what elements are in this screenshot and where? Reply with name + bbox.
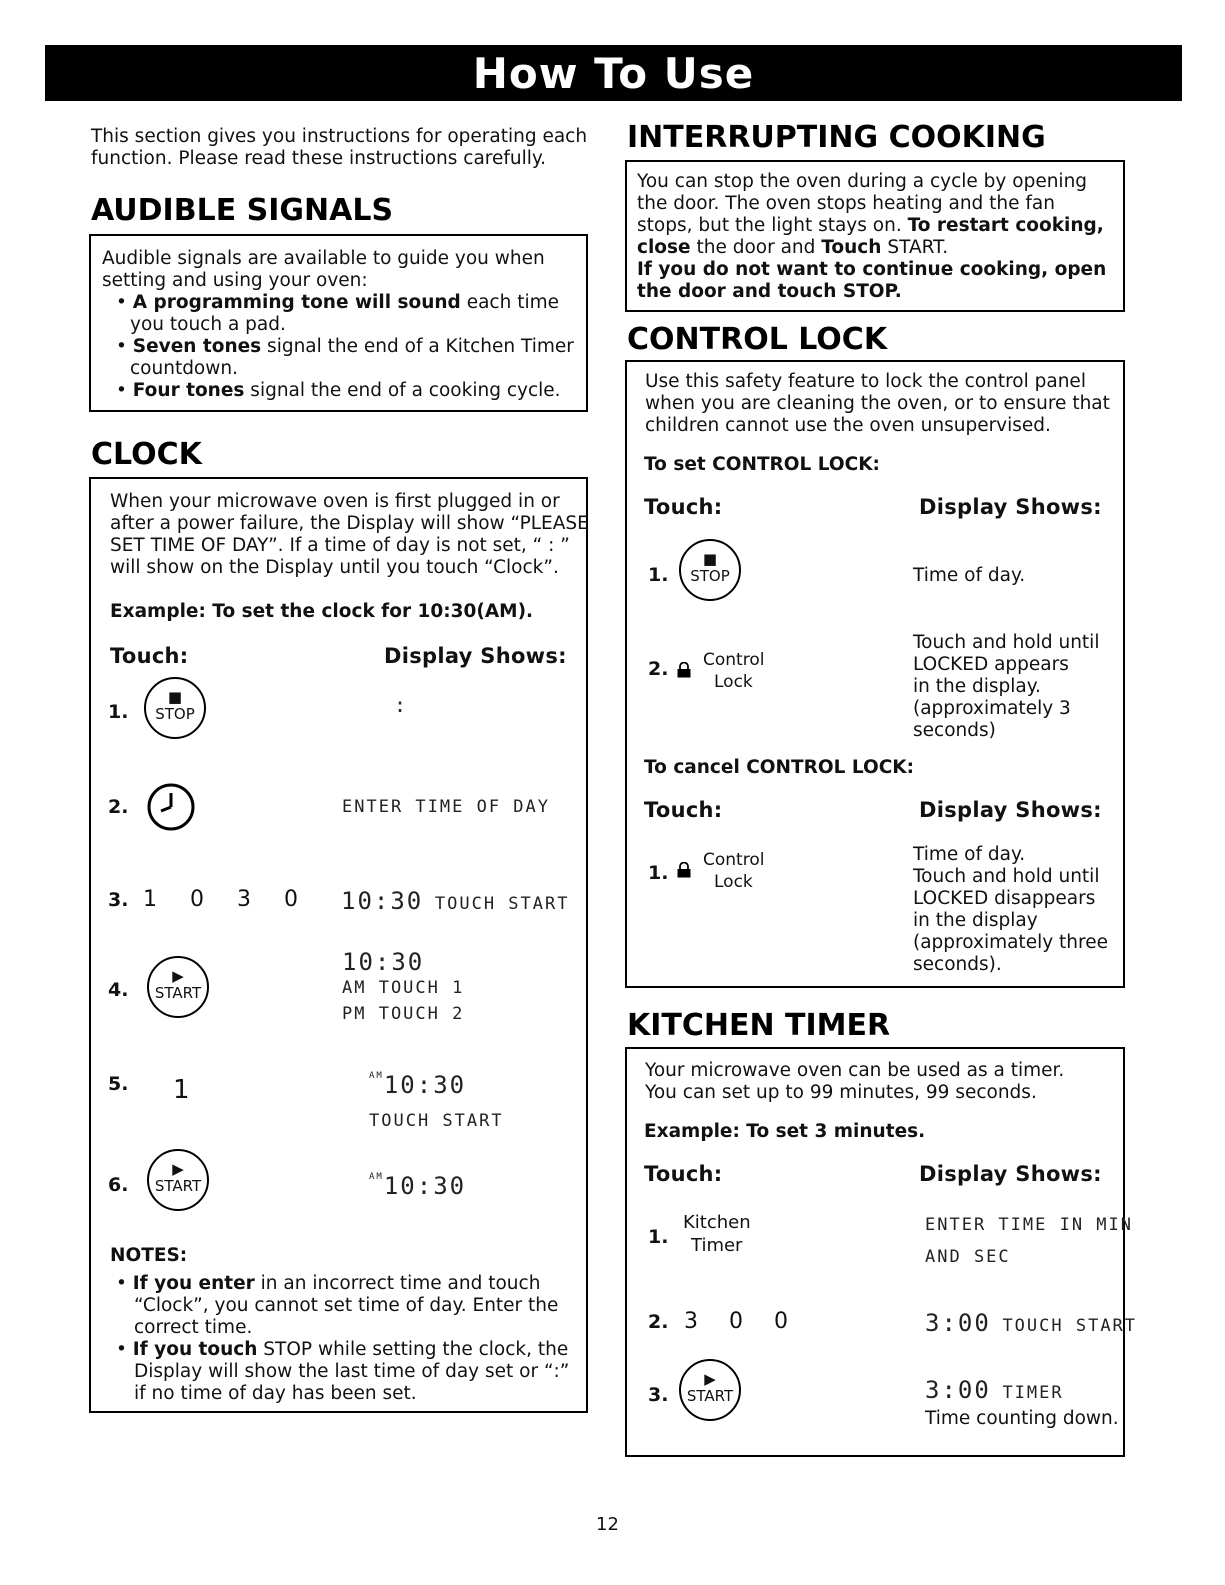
control-stop-button[interactable] [679, 539, 741, 601]
intro-line-1: This section gives you instructions for operating each [91, 126, 588, 147]
clock-display-4: 10:30 AM TOUCH 1 PM TOUCH 2 [342, 948, 465, 1024]
clock-step-5-number: 5. [108, 1073, 129, 1095]
clock-display-header: Display Shows: [384, 644, 567, 668]
control-set-heading: To set CONTROL LOCK: [644, 454, 880, 475]
clock-display-6: $^{AM}$10:30 [369, 1172, 467, 1200]
clock-step-1-number: 1. [108, 701, 129, 723]
timer-step-2-digits: 3 0 0 [684, 1309, 788, 1334]
control-touch-header-2: Touch: [644, 798, 723, 822]
control-lock-label-lock: Lock [714, 872, 753, 892]
start-button[interactable] [147, 956, 209, 1018]
control-intro-3: children cannot use the oven unsupervised. [645, 415, 1051, 436]
control-lock-box [625, 360, 1125, 988]
clock-intro-4: will show on the Display until you touch “Clock”. [110, 557, 559, 578]
interrupt-line-6: the door and touch STOP. [637, 281, 902, 302]
clock-display-3: 10:30 TOUCH START [341, 887, 570, 915]
audible-bullet-1: • A programming tone will sound each time [116, 292, 559, 313]
timer-touch-header: Touch: [644, 1162, 723, 1186]
interrupting-cooking-title: INTERRUPTING COOKING [627, 120, 1046, 155]
control-lock-label-lock: Lock [714, 672, 753, 692]
interrupt-line-2: the door. The oven stops heating and the fan [637, 193, 1055, 214]
clock-pad-button[interactable] [146, 782, 196, 832]
clock-icon [146, 782, 196, 832]
clock-step-4-number: 4. [108, 979, 129, 1001]
clock-intro-3: SET TIME OF DAY”. If a time of day is not set, “ : ” [110, 535, 570, 556]
timer-step-1-number: 1. [648, 1226, 669, 1248]
stop-label: STOP [155, 705, 195, 723]
control-intro-1: Use this safety feature to lock the control panel [645, 371, 1086, 392]
page-number: 12 [596, 1514, 619, 1535]
intro-line-2: function. Please read these instructions carefully. [91, 148, 547, 169]
control-display-2: Touch and hold until LOCKED appears in the display. (approximately 3 seconds) [913, 632, 1100, 741]
clock-step-6-number: 6. [108, 1174, 129, 1196]
control-step-2-number: 2. [648, 658, 669, 680]
kitchen-timer-box [625, 1047, 1138, 1457]
timer-display-1: ENTER TIME IN MIN [925, 1215, 1133, 1235]
clock-display-5b: TOUCH START [369, 1111, 504, 1131]
clock-display-1: : [394, 693, 409, 717]
control-display-1: Time of day. [913, 565, 1026, 586]
interrupt-line-1: You can stop the oven during a cycle by opening [637, 171, 1088, 192]
control-display-header: Display Shows: [919, 495, 1102, 519]
timer-example: Example: To set 3 minutes. [644, 1121, 926, 1142]
audible-bullet-3: • Four tones signal the end of a cooking cycle. [116, 380, 561, 401]
clock-example: Example: To set the clock for 10:30(AM). [110, 601, 534, 622]
timer-display-3-note: Time counting down. [925, 1408, 1119, 1429]
note-1-line-3: correct time. [134, 1317, 253, 1338]
audible-signals-box [89, 234, 588, 412]
note-2: • If you touch STOP while setting the clock, the [116, 1339, 569, 1360]
notes-list [110, 1273, 569, 1405]
play-icon: ▶ [172, 1160, 184, 1178]
kitchen-timer-title: KITCHEN TIMER [627, 1008, 891, 1043]
clock-intro-1: When your microwave oven is first plugged in or [110, 491, 560, 512]
timer-intro-1: Your microwave oven can be used as a timer. [645, 1060, 1065, 1081]
control-lock-label-control: Control [703, 650, 765, 670]
control-lock-title: CONTROL LOCK [627, 322, 888, 357]
control-touch-header: Touch: [644, 495, 723, 519]
audible-line-2: setting and using your oven: [102, 270, 368, 291]
timer-start-button[interactable] [679, 1359, 741, 1421]
control-display-header-2: Display Shows: [919, 798, 1102, 822]
interrupt-line-4: close the door and Touch START. [637, 237, 949, 258]
clock-step-3-number: 3. [108, 889, 129, 911]
stop-icon: ■ [167, 688, 183, 706]
audible-signals-title: AUDIBLE SIGNALS [91, 193, 394, 228]
audible-bullet-2: • Seven tones signal the end of a Kitchen Timer [116, 336, 574, 357]
note-2-line-2: Display will show the last time of day set or “:” [134, 1361, 570, 1382]
start-label: START [686, 1387, 734, 1405]
start-label: START [154, 984, 202, 1002]
interrupt-line-5: If you do not want to continue cooking, open [637, 259, 1107, 280]
lock-icon [677, 662, 691, 678]
stop-label: STOP [690, 567, 730, 585]
clock-touch-header: Touch: [110, 644, 189, 668]
kitchen-timer-label-kitchen: Kitchen [683, 1212, 751, 1233]
control-display-3: Time of day. Touch and hold until LOCKED disappears in the display (approximately three seconds). [913, 844, 1108, 975]
audible-bullet-2-cont: countdown. [130, 358, 238, 379]
timer-display-1b: AND SEC [925, 1247, 1011, 1267]
clock-step-2-number: 2. [108, 796, 129, 818]
control-intro-2: when you are cleaning the oven, or to ensure that [645, 393, 1110, 414]
intro-text [91, 126, 587, 170]
interrupting-cooking-box [625, 160, 1125, 312]
timer-step-3-number: 3. [648, 1384, 669, 1406]
clock-box [89, 477, 588, 1413]
control-lock-label-control: Control [703, 850, 765, 870]
clock-intro-2: after a power failure, the Display will show “PLEASE [110, 513, 589, 534]
audible-line-1: Audible signals are available to guide you when [102, 248, 545, 269]
clock-step-5-digit: 1 [173, 1075, 190, 1105]
interrupt-line-3: stops, but the light stays on. To restart cooking, [637, 215, 1104, 236]
play-icon: ▶ [172, 967, 184, 985]
audible-bullet-1-cont: you touch a pad. [130, 314, 286, 335]
page-banner: How To Use [45, 45, 1182, 101]
kitchen-timer-button[interactable] [683, 1212, 751, 1256]
timer-display-2: 3:00 TOUCH START [925, 1309, 1138, 1337]
start-button-2[interactable] [147, 1149, 209, 1211]
clock-step-3-digits: 1 0 3 0 [143, 887, 298, 912]
control-cancel-heading: To cancel CONTROL LOCK: [644, 757, 915, 778]
start-label: START [154, 1177, 202, 1195]
control-step-1-number: 1. [648, 564, 669, 586]
clock-display-2: ENTER TIME OF DAY [342, 797, 550, 817]
clock-title: CLOCK [91, 437, 202, 472]
clock-display-5: $^{AM}$10:30 [369, 1071, 467, 1099]
timer-intro-2: You can set up to 99 minutes, 99 seconds. [645, 1082, 1037, 1103]
note-1-line-2: “Clock”, you cannot set time of day. Enter the [134, 1295, 559, 1316]
note-1: • If you enter in an incorrect time and touch [116, 1273, 541, 1294]
stop-icon: ■ [702, 550, 718, 568]
notes-title: NOTES: [110, 1245, 188, 1266]
timer-step-2-number: 2. [648, 1311, 669, 1333]
play-icon: ▶ [704, 1370, 716, 1388]
timer-display-3: 3:00 TIMER [925, 1376, 1064, 1404]
note-2-line-3: if no time of day has been set. [134, 1383, 417, 1404]
kitchen-timer-label-timer: Timer [691, 1235, 743, 1256]
timer-display-header: Display Shows: [919, 1162, 1102, 1186]
stop-button[interactable] [144, 677, 206, 739]
control-cancel-step-1-number: 1. [648, 862, 669, 884]
lock-icon [677, 862, 691, 878]
